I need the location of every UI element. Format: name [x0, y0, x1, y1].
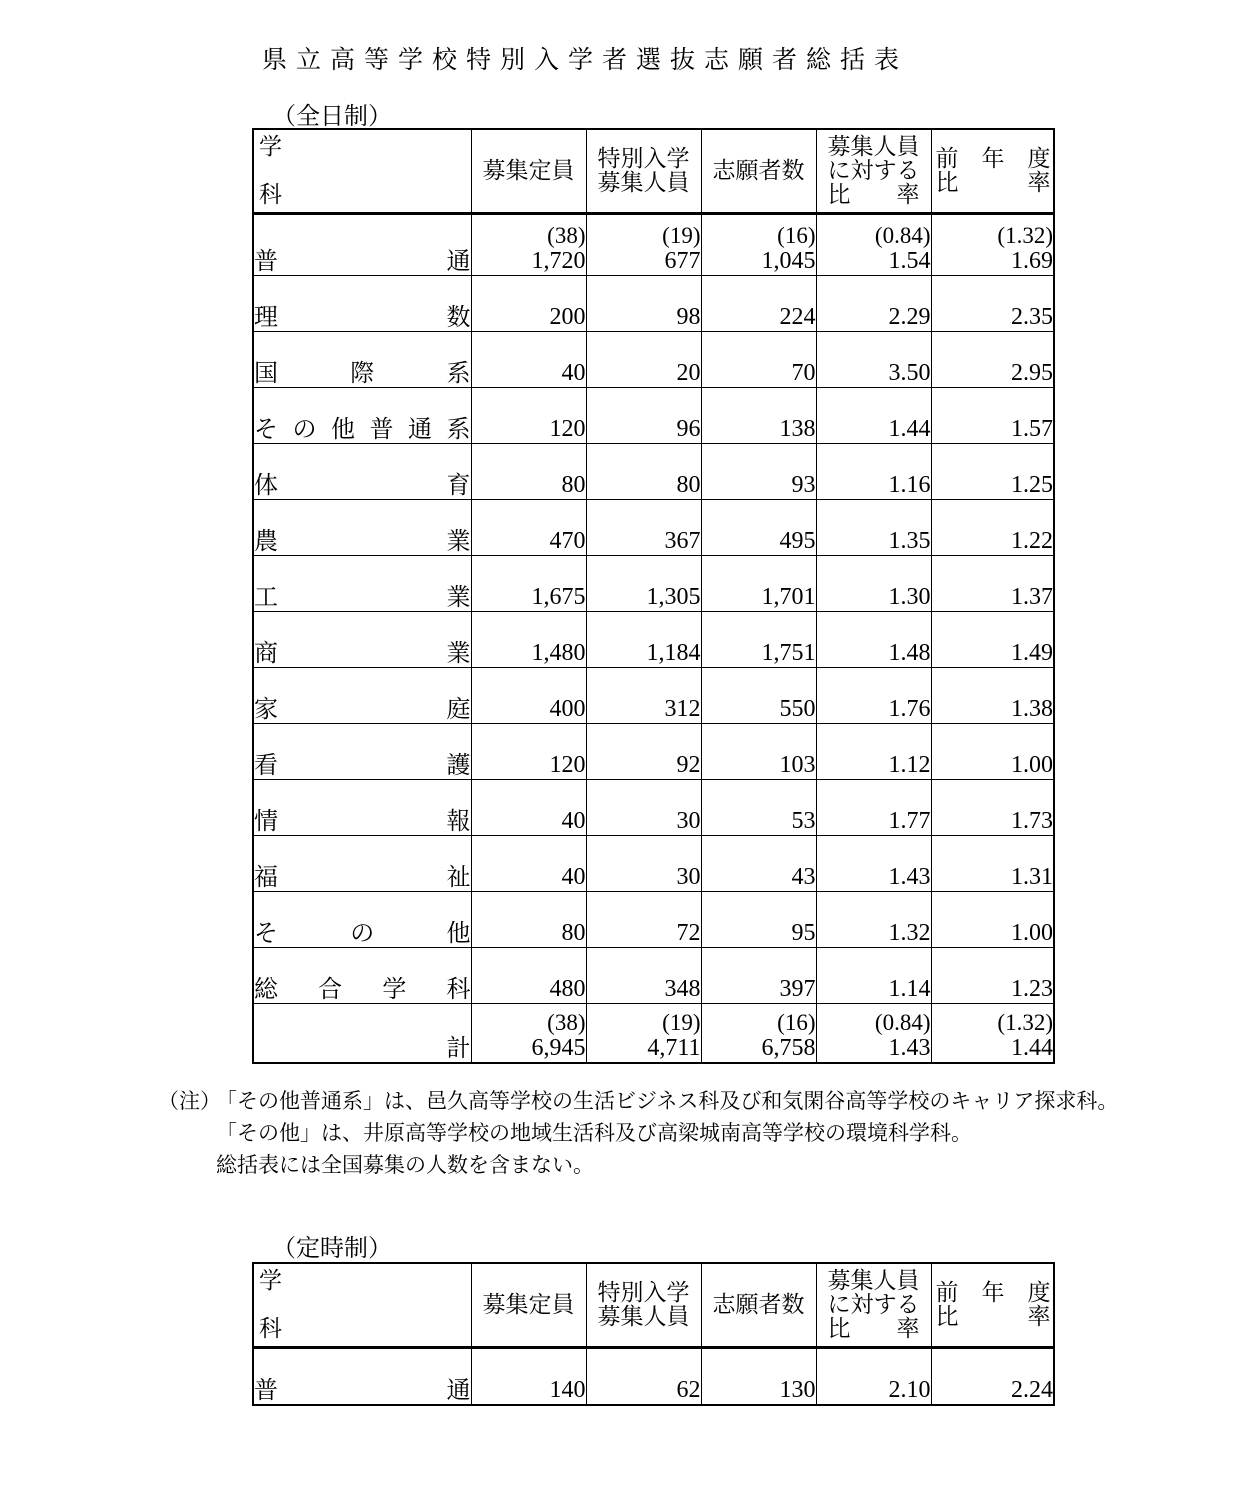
cell-prev-ratio-value: 2.95 — [1011, 360, 1053, 387]
cell-subject: その他普通系 — [253, 388, 471, 444]
header-cell-subject — [253, 1263, 471, 1348]
cell-applicants-paren: (16) — [777, 223, 816, 249]
table-row — [253, 724, 1054, 780]
total-cell-ratio-paren: (0.84) — [874, 1010, 931, 1036]
cell-special-quota-value: 1,184 — [646, 640, 701, 667]
cell-applicants — [701, 556, 816, 612]
header-cell-ratio — [816, 1263, 931, 1348]
header-subject-left: 学 — [259, 1268, 282, 1294]
total-cell-special-quota-paren: (19) — [662, 1010, 701, 1036]
cell-applicants-value: 495 — [779, 528, 816, 555]
cell-prev-ratio — [931, 1348, 1054, 1406]
header-special-quota-line2: 募集人員 — [597, 1304, 690, 1329]
cell-applicants — [701, 444, 816, 500]
header-cell-prev-ratio — [931, 129, 1054, 214]
table-row — [253, 1348, 1054, 1406]
notes-block — [158, 1086, 1118, 1182]
table-row — [253, 556, 1054, 612]
total-cell-applicants — [701, 1004, 816, 1064]
cell-quota — [471, 724, 586, 780]
cell-prev-ratio-value: 1.23 — [1011, 976, 1053, 1003]
total-cell-special-quota — [586, 1004, 701, 1064]
cell-subject: 農 業 — [253, 500, 471, 556]
cell-subject: 体 育 — [253, 444, 471, 500]
cell-prev-ratio-value: 1.57 — [1011, 416, 1053, 443]
cell-ratio-value: 1.76 — [888, 696, 931, 723]
header-prev-ratio-line1: 前 年 度 — [935, 1280, 1051, 1306]
table-row — [253, 780, 1054, 836]
cell-quota-value: 140 — [549, 1377, 586, 1404]
cell-quota-value: 120 — [549, 752, 586, 779]
table-row — [253, 332, 1054, 388]
table-row — [253, 388, 1054, 444]
header-subject-left: 学 — [259, 134, 282, 160]
cell-ratio-value: 1.16 — [888, 472, 931, 499]
cell-special-quota-value: 1,305 — [646, 584, 701, 611]
cell-ratio — [816, 556, 931, 612]
cell-prev-ratio-value: 1.31 — [1011, 864, 1053, 891]
parttime-table-body — [253, 1348, 1054, 1406]
cell-ratio-paren: (0.84) — [874, 223, 931, 249]
cell-subject: 福 祉 — [253, 836, 471, 892]
note-line-1 — [158, 1086, 1118, 1118]
header-ratio-line1: 募集人員 — [827, 1268, 920, 1294]
cell-ratio — [816, 276, 931, 332]
parttime-table-container — [252, 1262, 1055, 1406]
parttime-summary-table — [252, 1262, 1055, 1406]
cell-applicants-value: 43 — [791, 864, 816, 891]
note-line-2: 「その他」は、井原高等学校の地域生活科及び高梁城南高等学校の環境科学科。 — [216, 1120, 972, 1145]
cell-ratio-value: 1.44 — [888, 416, 931, 443]
header-special-quota-line2: 募集人員 — [597, 170, 690, 195]
cell-applicants-value: 95 — [791, 920, 816, 947]
cell-quota — [471, 388, 586, 444]
cell-subject: 国 際 系 — [253, 332, 471, 388]
cell-prev-ratio — [931, 276, 1054, 332]
cell-prev-ratio — [931, 836, 1054, 892]
cell-applicants-value: 138 — [779, 416, 816, 443]
header-cell-quota: 募集定員 — [471, 1263, 586, 1348]
header-cell-special-quota — [586, 129, 701, 214]
header-ratio-line2: に対する — [827, 1292, 920, 1318]
cell-prev-ratio — [931, 214, 1054, 276]
table-row — [253, 948, 1054, 1004]
table-total-row — [253, 1004, 1054, 1064]
cell-quota — [471, 556, 586, 612]
header-cell-special-quota — [586, 1263, 701, 1348]
cell-applicants-value: 397 — [779, 976, 816, 1003]
cell-prev-ratio-paren: (1.32) — [997, 223, 1053, 249]
cell-ratio-value: 1.14 — [888, 976, 931, 1003]
cell-ratio-value: 1.43 — [888, 864, 931, 891]
total-cell-quota-value: 6,945 — [531, 1035, 586, 1062]
header-cell-ratio — [816, 129, 931, 214]
cell-subject: 普 通 — [253, 1348, 471, 1406]
table-row — [253, 214, 1054, 276]
cell-ratio — [816, 388, 931, 444]
cell-subject: 理 数 — [253, 276, 471, 332]
cell-prev-ratio-value: 1.00 — [1011, 752, 1053, 779]
cell-quota — [471, 1348, 586, 1406]
cell-prev-ratio — [931, 388, 1054, 444]
cell-prev-ratio — [931, 332, 1054, 388]
header-prev-ratio-line1: 前 年 度 — [935, 146, 1051, 172]
header-cell-quota: 募集定員 — [471, 129, 586, 214]
cell-applicants-value: 1,701 — [761, 584, 816, 611]
cell-quota — [471, 444, 586, 500]
cell-special-quota — [586, 332, 701, 388]
total-cell-prev-ratio-value: 1.44 — [1011, 1035, 1053, 1062]
cell-quota-value: 1,675 — [531, 584, 586, 611]
header-cell-prev-ratio — [931, 1263, 1054, 1348]
note-line-1-text: 「その他普通系」は、邑久高等学校の生活ビジネス科及び和気閑谷高等学校のキャリア探求科。 — [216, 1089, 1119, 1113]
cell-prev-ratio — [931, 612, 1054, 668]
cell-quota-value: 1,720 — [531, 248, 586, 275]
cell-special-quota — [586, 276, 701, 332]
cell-ratio — [816, 948, 931, 1004]
cell-prev-ratio — [931, 556, 1054, 612]
cell-prev-ratio-value: 1.25 — [1011, 472, 1053, 499]
cell-quota — [471, 276, 586, 332]
cell-applicants — [701, 276, 816, 332]
cell-special-quota-value: 80 — [676, 472, 701, 499]
fulltime-summary-table — [252, 128, 1055, 1064]
cell-subject: 普 通 — [253, 214, 471, 276]
total-cell-prev-ratio-paren: (1.32) — [997, 1010, 1053, 1036]
cell-prev-ratio-value: 1.49 — [1011, 640, 1053, 667]
table-header-row — [253, 129, 1054, 214]
cell-special-quota — [586, 892, 701, 948]
header-ratio-line3: 比 率 — [827, 181, 920, 207]
cell-applicants — [701, 948, 816, 1004]
table-row — [253, 444, 1054, 500]
cell-prev-ratio-value: 1.22 — [1011, 528, 1053, 555]
cell-ratio — [816, 500, 931, 556]
cell-special-quota-value: 20 — [676, 360, 701, 387]
cell-ratio-value: 1.48 — [888, 640, 931, 667]
cell-ratio-value: 3.50 — [888, 360, 931, 387]
table-row — [253, 612, 1054, 668]
cell-ratio — [816, 332, 931, 388]
cell-special-quota-value: 92 — [676, 752, 701, 779]
cell-applicants-value: 224 — [779, 304, 816, 331]
cell-prev-ratio — [931, 948, 1054, 1004]
cell-quota — [471, 500, 586, 556]
cell-special-quota — [586, 724, 701, 780]
cell-subject: 総 合 学 科 — [253, 948, 471, 1004]
cell-ratio-value: 1.54 — [888, 248, 931, 275]
cell-ratio-value: 2.10 — [888, 1377, 931, 1404]
total-cell-quota — [471, 1004, 586, 1064]
cell-ratio — [816, 724, 931, 780]
cell-quota-value: 80 — [561, 920, 586, 947]
cell-special-quota-value: 677 — [664, 248, 701, 275]
cell-subject: 家 庭 — [253, 668, 471, 724]
cell-applicants-value: 130 — [779, 1377, 816, 1404]
cell-prev-ratio-value: 1.38 — [1011, 696, 1053, 723]
cell-ratio-value: 1.77 — [888, 808, 931, 835]
cell-ratio — [816, 836, 931, 892]
cell-special-quota-value: 30 — [676, 864, 701, 891]
cell-special-quota-value: 30 — [676, 808, 701, 835]
cell-special-quota-value: 98 — [676, 304, 701, 331]
cell-subject: そ の 他 — [253, 892, 471, 948]
cell-special-quota — [586, 1348, 701, 1406]
cell-applicants — [701, 724, 816, 780]
cell-subject: 看 護 — [253, 724, 471, 780]
note-tag: （注） — [158, 1089, 221, 1113]
cell-applicants — [701, 668, 816, 724]
cell-prev-ratio — [931, 780, 1054, 836]
cell-quota-value: 480 — [549, 976, 586, 1003]
cell-applicants-value: 1,751 — [761, 640, 816, 667]
table-row — [253, 836, 1054, 892]
cell-special-quota-value: 312 — [664, 696, 701, 723]
total-cell-special-quota-value: 4,711 — [647, 1035, 701, 1062]
cell-special-quota — [586, 388, 701, 444]
cell-special-quota — [586, 780, 701, 836]
table-row — [253, 276, 1054, 332]
total-cell-applicants-paren: (16) — [777, 1010, 816, 1036]
header-ratio-line3: 比 率 — [827, 1315, 920, 1341]
cell-subject: 情 報 — [253, 780, 471, 836]
cell-applicants-value: 93 — [791, 472, 816, 499]
cell-prev-ratio — [931, 724, 1054, 780]
note-line-3: 総括表には全国募集の人数を含まない。 — [216, 1152, 594, 1177]
table-header-row — [253, 1263, 1054, 1348]
cell-ratio — [816, 780, 931, 836]
cell-quota-value: 470 — [549, 528, 586, 555]
cell-special-quota — [586, 612, 701, 668]
cell-ratio — [816, 668, 931, 724]
header-cell-subject — [253, 129, 471, 214]
cell-special-quota-paren: (19) — [662, 223, 701, 249]
cell-quota-paren: (38) — [547, 223, 586, 249]
cell-subject: 工 業 — [253, 556, 471, 612]
cell-special-quota-value: 367 — [664, 528, 701, 555]
cell-special-quota-value: 96 — [676, 416, 701, 443]
cell-prev-ratio — [931, 668, 1054, 724]
cell-applicants — [701, 214, 816, 276]
total-cell-prev-ratio — [931, 1004, 1054, 1064]
page-title: 県立高等学校特別入学者選抜志願者総括表 — [262, 47, 909, 74]
header-ratio-line2: に対する — [827, 158, 920, 184]
cell-applicants-value: 53 — [791, 808, 816, 835]
cell-ratio — [816, 214, 931, 276]
cell-applicants — [701, 836, 816, 892]
cell-applicants — [701, 892, 816, 948]
cell-special-quota-value: 72 — [676, 920, 701, 947]
cell-prev-ratio — [931, 444, 1054, 500]
fulltime-table-container — [252, 128, 1055, 1064]
cell-applicants — [701, 780, 816, 836]
cell-prev-ratio — [931, 892, 1054, 948]
section-caption-parttime: （定時制） — [272, 1236, 392, 1262]
cell-quota-value: 80 — [561, 472, 586, 499]
cell-quota-value: 120 — [549, 416, 586, 443]
total-cell-applicants-value: 6,758 — [761, 1035, 816, 1062]
cell-applicants-value: 103 — [779, 752, 816, 779]
header-cell-applicants: 志願者数 — [701, 1263, 816, 1348]
cell-quota-value: 400 — [549, 696, 586, 723]
cell-ratio-value: 1.30 — [888, 584, 931, 611]
cell-prev-ratio-value: 2.35 — [1011, 304, 1053, 331]
cell-special-quota — [586, 556, 701, 612]
table-row — [253, 892, 1054, 948]
cell-quota — [471, 948, 586, 1004]
cell-quota — [471, 612, 586, 668]
header-special-quota-line1: 特別入学 — [597, 146, 690, 172]
cell-applicants — [701, 500, 816, 556]
header-prev-ratio-line2: 比 率 — [935, 1304, 1051, 1329]
cell-quota — [471, 892, 586, 948]
cell-special-quota — [586, 836, 701, 892]
cell-ratio — [816, 892, 931, 948]
cell-quota — [471, 214, 586, 276]
header-special-quota-line1: 特別入学 — [597, 1280, 690, 1306]
cell-prev-ratio — [931, 500, 1054, 556]
cell-prev-ratio-value: 1.69 — [1011, 248, 1053, 275]
cell-special-quota — [586, 214, 701, 276]
cell-quota-value: 40 — [561, 808, 586, 835]
header-subject-right: 科 — [259, 1315, 282, 1341]
cell-ratio — [816, 1348, 931, 1406]
cell-subject: 商 業 — [253, 612, 471, 668]
cell-applicants-value: 1,045 — [761, 248, 816, 275]
cell-special-quota — [586, 948, 701, 1004]
cell-ratio-value: 1.35 — [888, 528, 931, 555]
cell-applicants-value: 70 — [791, 360, 816, 387]
cell-special-quota — [586, 444, 701, 500]
cell-special-quota-value: 348 — [664, 976, 701, 1003]
cell-prev-ratio-value: 1.00 — [1011, 920, 1053, 947]
fulltime-table-body — [253, 214, 1054, 1064]
cell-quota — [471, 332, 586, 388]
cell-quota — [471, 780, 586, 836]
cell-quota — [471, 668, 586, 724]
cell-ratio — [816, 444, 931, 500]
cell-prev-ratio-value: 2.24 — [1011, 1377, 1053, 1404]
cell-applicants — [701, 612, 816, 668]
total-cell-ratio-value: 1.43 — [888, 1035, 931, 1062]
cell-special-quota — [586, 668, 701, 724]
cell-quota-value: 40 — [561, 360, 586, 387]
cell-applicants — [701, 332, 816, 388]
header-subject-right: 科 — [259, 181, 282, 207]
header-ratio-line1: 募集人員 — [827, 134, 920, 160]
cell-quota-value: 200 — [549, 304, 586, 331]
cell-quota-value: 40 — [561, 864, 586, 891]
cell-special-quota — [586, 500, 701, 556]
cell-total-label: 計 — [253, 1004, 471, 1064]
header-prev-ratio-line2: 比 率 — [935, 170, 1051, 195]
header-cell-applicants: 志願者数 — [701, 129, 816, 214]
cell-ratio-value: 2.29 — [888, 304, 931, 331]
cell-prev-ratio-value: 1.73 — [1011, 808, 1053, 835]
cell-quota — [471, 836, 586, 892]
cell-ratio-value: 1.32 — [888, 920, 931, 947]
cell-quota-value: 1,480 — [531, 640, 586, 667]
total-cell-ratio — [816, 1004, 931, 1064]
cell-prev-ratio-value: 1.37 — [1011, 584, 1053, 611]
table-row — [253, 668, 1054, 724]
total-cell-quota-paren: (38) — [547, 1010, 586, 1036]
section-caption-fulltime: （全日制） — [272, 104, 392, 130]
cell-special-quota-value: 62 — [676, 1377, 701, 1404]
cell-ratio — [816, 612, 931, 668]
cell-applicants — [701, 388, 816, 444]
table-row — [253, 500, 1054, 556]
cell-applicants-value: 550 — [779, 696, 816, 723]
cell-applicants — [701, 1348, 816, 1406]
cell-ratio-value: 1.12 — [888, 752, 931, 779]
